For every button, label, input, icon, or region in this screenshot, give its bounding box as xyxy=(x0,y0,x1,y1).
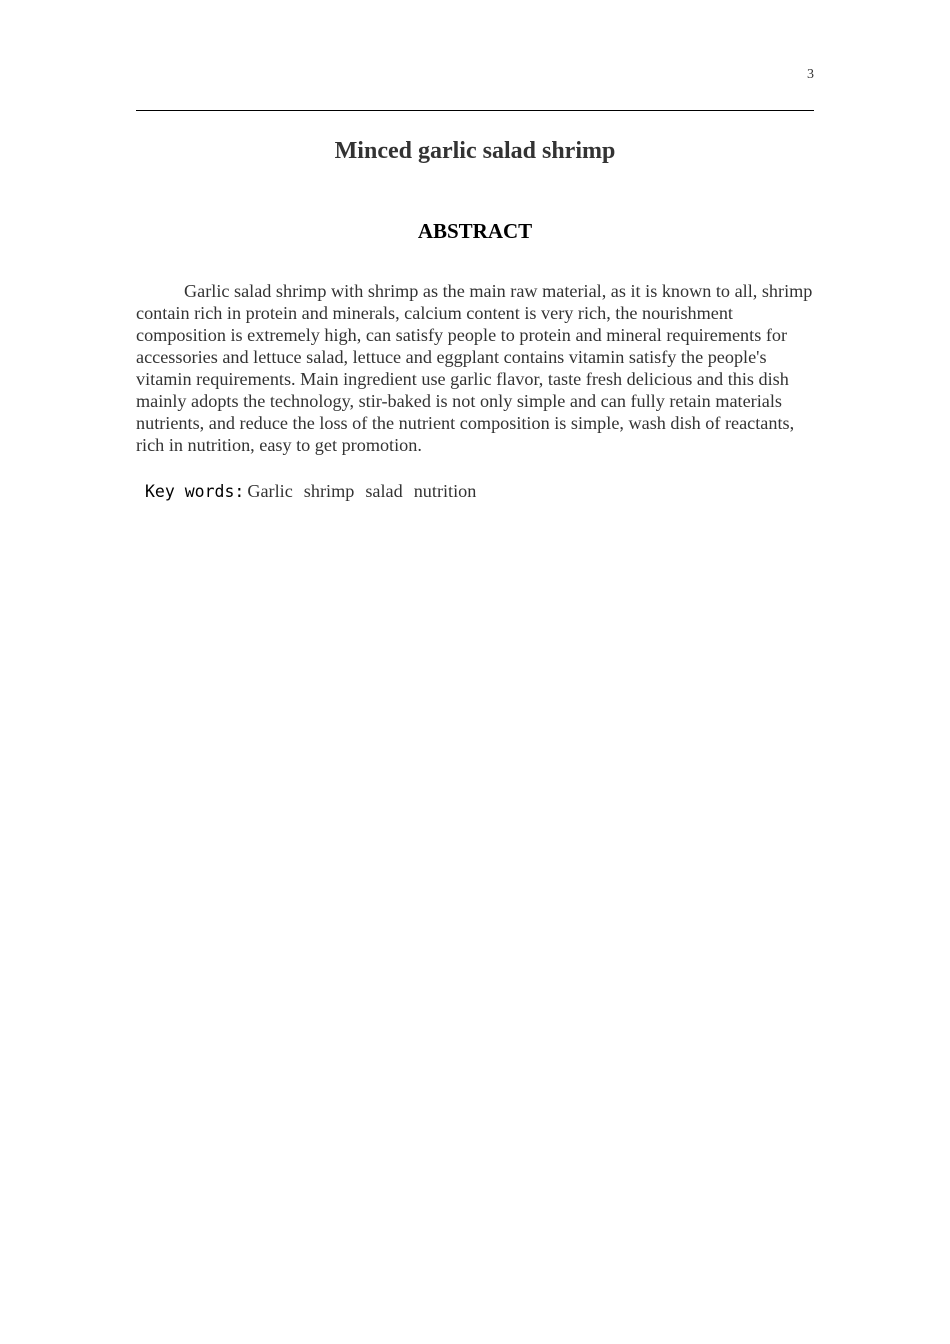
abstract-heading: ABSTRACT xyxy=(417,219,533,243)
keyword: nutrition xyxy=(413,481,477,501)
keyword: shrimp xyxy=(303,481,355,501)
keyword: salad xyxy=(365,481,403,501)
keywords-label: Key words: xyxy=(145,482,245,501)
page-number: 3 xyxy=(807,67,814,82)
header-rule xyxy=(136,110,814,111)
document-title: Minced garlic salad shrimp xyxy=(334,138,616,164)
abstract-body: Garlic salad shrimp with shrimp as the main raw material, as it is known to all, shrimp contain rich in protein and minerals, calcium content is very rich, the nourishment composition is extremely high, can satisfy people to protein and mineral requirements for accessories and lettuce salad, lettuce and eggplant contains vitamin satisfy the people's vitamin requirements. Main ingredient use garlic flavor, taste fresh delicious and this dish mainly adopts the technology, stir-baked is not only simple and can fully retain materials nutrients, and reduce the loss of the nutrient composition is simple, wash dish of reactants, rich in nutrition, easy to get promotion. xyxy=(136,281,813,455)
keywords-line xyxy=(145,480,805,503)
keyword: Garlic xyxy=(247,481,293,501)
